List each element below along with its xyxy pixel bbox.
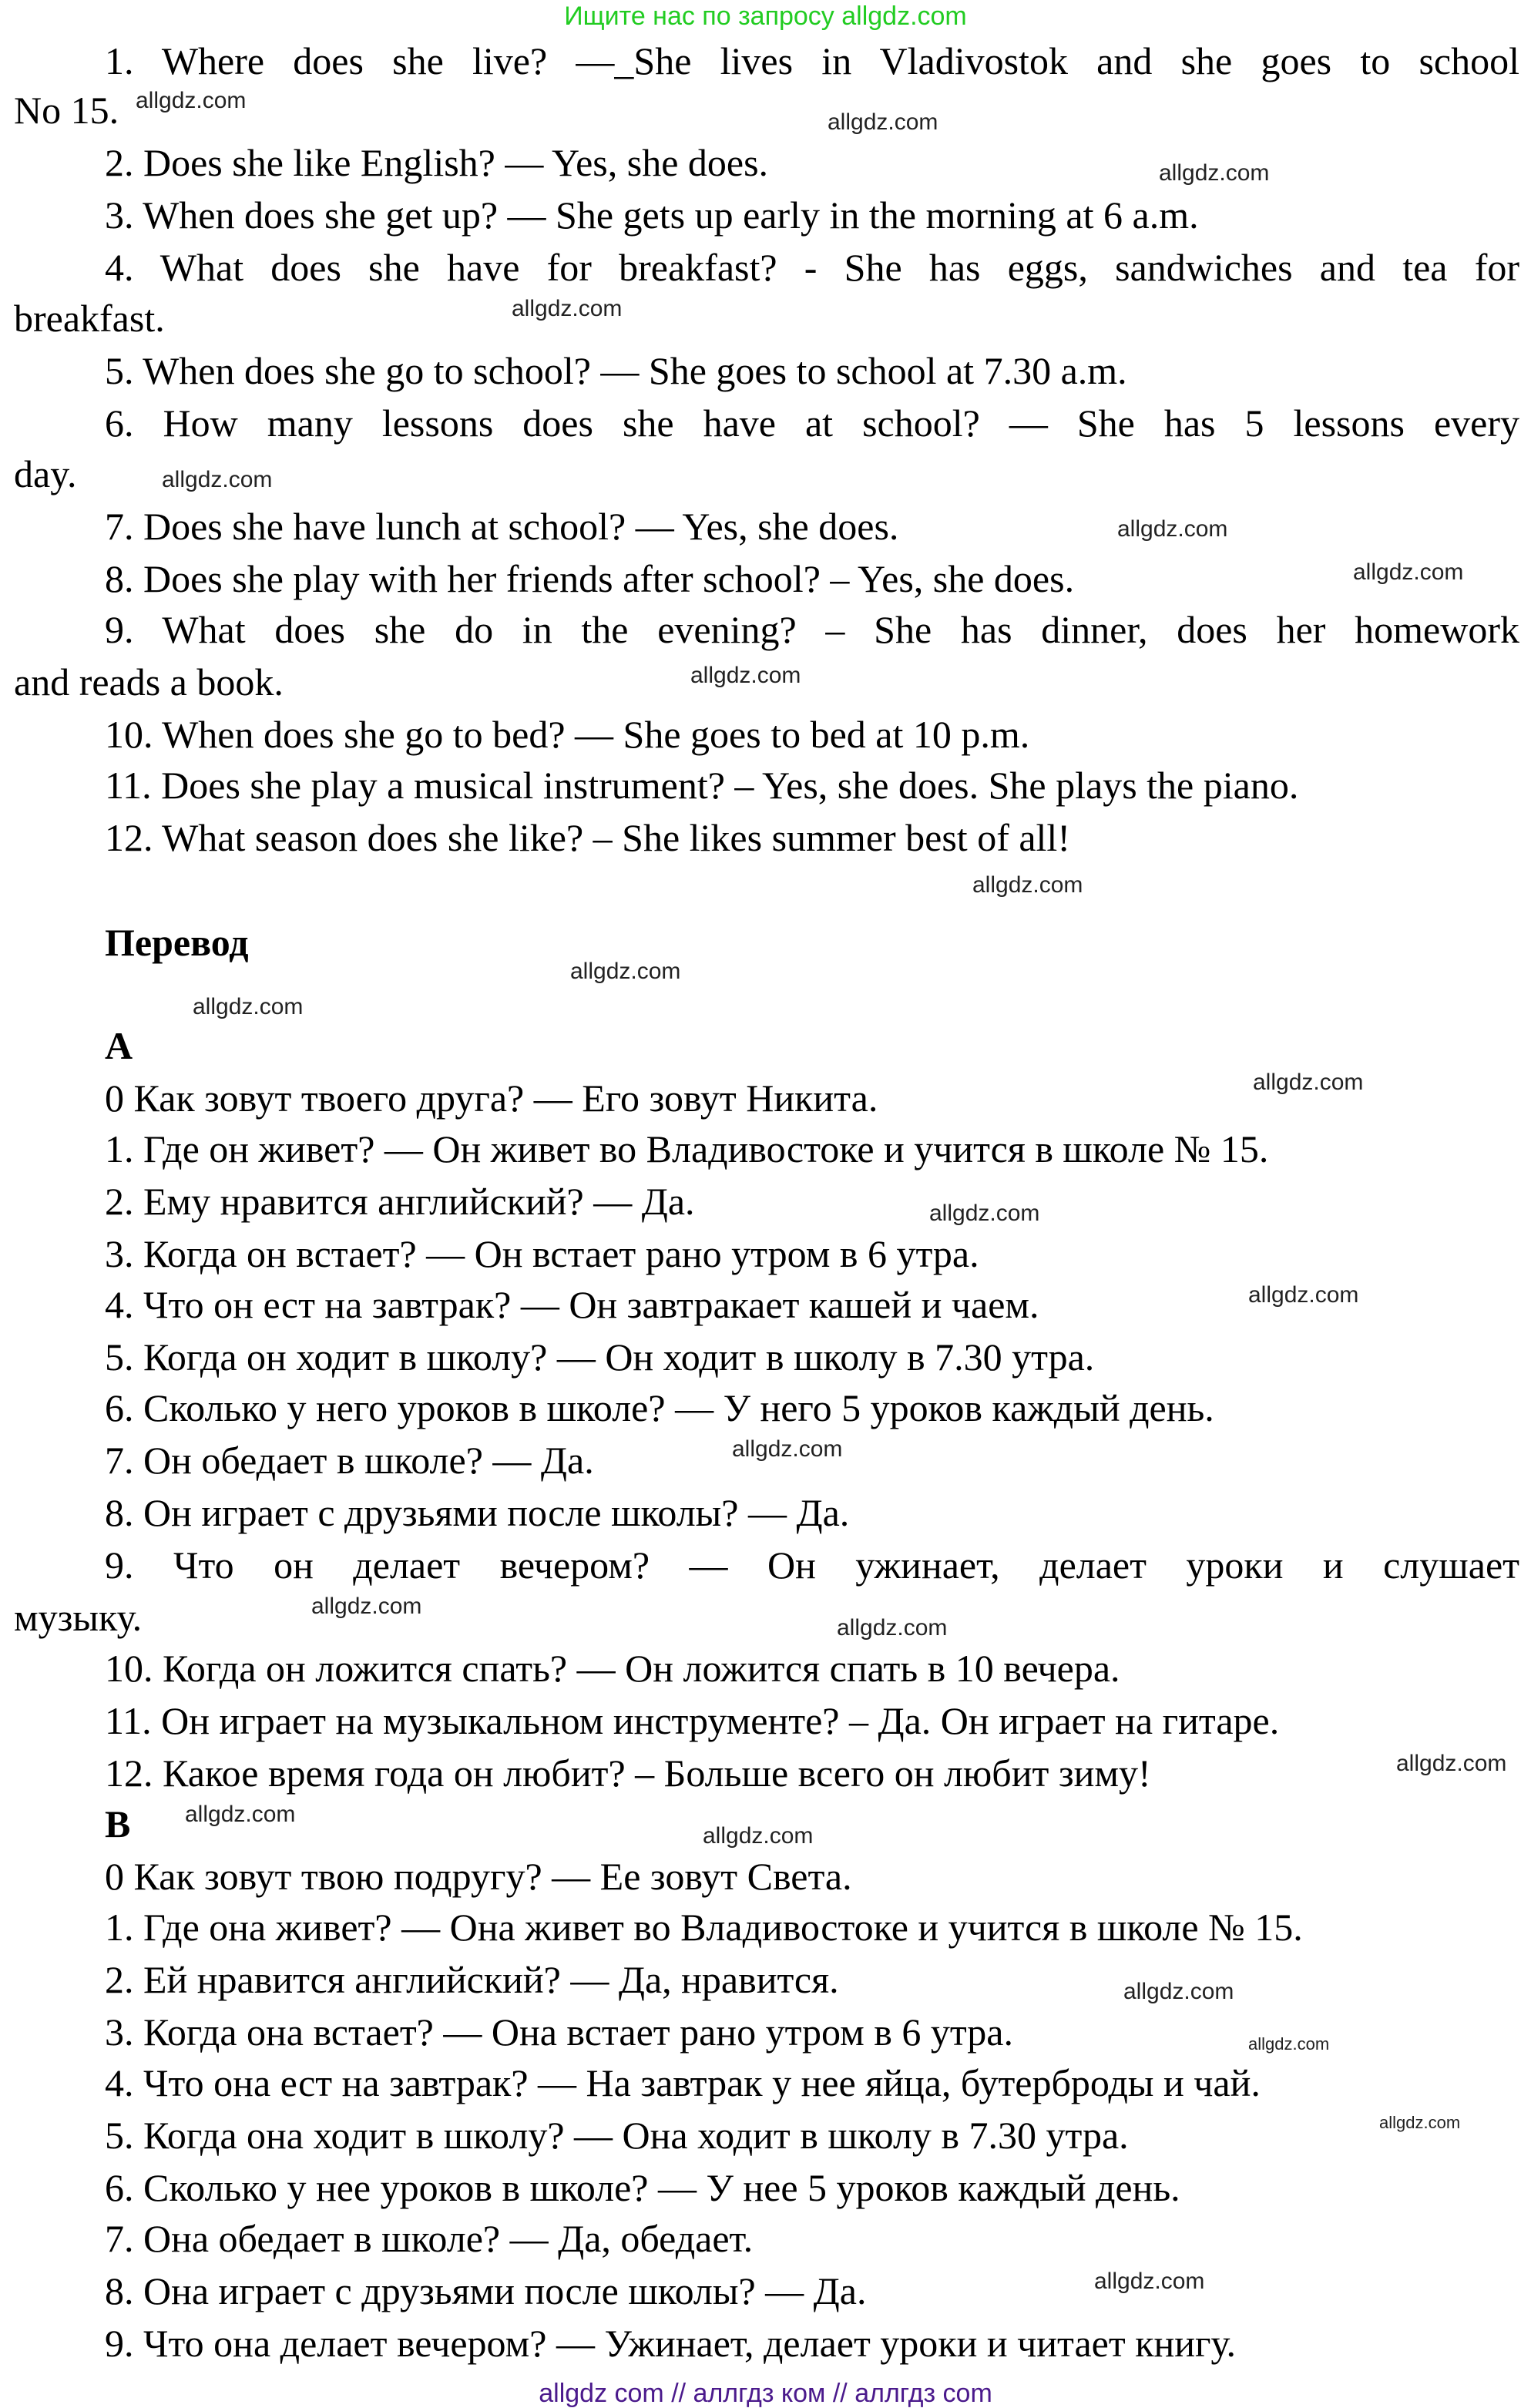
translation-line: 6. Сколько у него уроков в школе? — У него 5 уроков каждый день.: [105, 1386, 1214, 1429]
watermark: allgdz.com: [972, 872, 1083, 898]
watermark: allgdz.com: [703, 1823, 814, 1849]
translation-line: 4. Что она ест на завтрак? — На завтрак у нее яйца, бутерброды и чай.: [105, 2061, 1261, 2104]
watermark: allgdz.com: [1353, 559, 1464, 585]
answer-line: 7. Does she have lunch at school? — Yes, she does.: [105, 505, 899, 548]
translation-line: 1. Где он живет? — Он живет во Владивостоке и учится в школе № 15.: [105, 1127, 1269, 1170]
section-a-label: A: [105, 1024, 133, 1067]
watermark: allgdz.com: [193, 994, 304, 1019]
translation-line: 9. Что она делает вечером? — Ужинает, делает уроки и читает книгу.: [105, 2322, 1237, 2365]
answer-line: 6. How many lessons does she have at school? — She has 5 lessons every: [105, 401, 1519, 445]
translation-line: 0 Как зовут твою подругу? — Ее зовут Света.: [105, 1855, 852, 1898]
answer-line: 10. When does she go to bed? — She goes to bed at 10 p.m.: [105, 713, 1030, 756]
watermark: allgdz.com: [1379, 2113, 1461, 2132]
section-b-label: B: [105, 1802, 131, 1845]
answer-line: 11. Does she play a musical instrument? – Yes, she does. She plays the piano.: [105, 764, 1299, 807]
translation-line: 12. Какое время года он любит? – Больше всего он любит зиму!: [105, 1751, 1151, 1795]
answer-line: No 15.: [14, 89, 119, 132]
watermark: allgdz.com: [512, 296, 623, 321]
answer-line: 4. What does she have for breakfast? - She has eggs, sandwiches and tea for: [105, 246, 1519, 289]
watermark: allgdz.com: [185, 1802, 296, 1827]
translation-line: 2. Ей нравится английский? — Да, нравится.: [105, 1958, 839, 2001]
translation-line: 10. Когда он ложится спать? — Он ложится спать в 10 вечера.: [105, 1647, 1120, 1690]
watermark: allgdz.com: [311, 1594, 422, 1619]
watermark: allgdz.com: [929, 1201, 1040, 1226]
answer-line: 2. Does she like English? — Yes, she does.: [105, 141, 769, 184]
watermark: allgdz.com: [1159, 160, 1270, 186]
watermark: allgdz.com: [837, 1615, 948, 1641]
translation-line: 6. Сколько у нее уроков в школе? — У нее 5 уроков каждый день.: [105, 2166, 1180, 2209]
watermark: allgdz.com: [690, 663, 801, 688]
translation-line: 3. Когда она встает? — Она встает рано утром в 6 утра.: [105, 2010, 1013, 2054]
translation-line: 5. Когда он ходит в школу? — Он ходит в школу в 7.30 утра.: [105, 1335, 1095, 1379]
watermark: allgdz.com: [1248, 1282, 1359, 1308]
watermark: allgdz.com: [828, 109, 938, 135]
translation-heading: Перевод: [105, 921, 249, 964]
answer-line: 8. Does she play with her friends after school? – Yes, she does.: [105, 557, 1075, 600]
translation-line: 1. Где она живет? — Она живет во Владивостоке и учится в школе № 15.: [105, 1906, 1303, 1949]
watermark: allgdz.com: [1123, 1979, 1234, 2004]
translation-line: 5. Когда она ходит в школу? — Она ходит в школу в 7.30 утра.: [105, 2114, 1129, 2157]
watermark: allgdz.com: [136, 88, 247, 113]
watermark: allgdz.com: [570, 959, 681, 984]
search-banner[interactable]: Ищите нас по запросу allgdz.com: [564, 2, 967, 31]
answer-line: 3. When does she get up? — She gets up early in the morning at 6 a.m.: [105, 193, 1199, 237]
answer-line: 9. What does she do in the evening? – She has dinner, does her homework: [105, 608, 1519, 651]
answer-line: breakfast.: [14, 297, 165, 340]
answer-line: day.: [14, 452, 77, 495]
watermark: allgdz.com: [162, 467, 273, 492]
translation-line: 7. Он обедает в школе? — Да.: [105, 1439, 594, 1482]
translation-line: 3. Когда он встает? — Он встает рано утром в 6 утра.: [105, 1232, 979, 1275]
translation-line: 7. Она обедает в школе? — Да, обедает.: [105, 2217, 754, 2260]
translation-line: 2. Ему нравится английский? — Да.: [105, 1180, 695, 1223]
translation-line: 0 Как зовут твоего друга? — Его зовут Никита.: [105, 1076, 878, 1120]
translation-line: 4. Что он ест на завтрак? — Он завтракает кашей и чаем.: [105, 1283, 1039, 1326]
translation-line: 8. Она играет с друзьями после школы? — Да.: [105, 2269, 867, 2312]
watermark: allgdz.com: [1253, 1070, 1364, 1095]
footer-links[interactable]: allgdz com // аллгдз ком // аллгдз com: [539, 2379, 992, 2408]
translation-line: 8. Он играет с друзьями после школы? — Да.: [105, 1491, 850, 1534]
translation-line: 11. Он играет на музыкальном инструменте? – Да. Он играет на гитаре.: [105, 1699, 1280, 1742]
watermark: allgdz.com: [1094, 2269, 1205, 2294]
watermark: allgdz.com: [1248, 2034, 1330, 2054]
answer-line: 5. When does she go to school? — She goes to school at 7.30 a.m.: [105, 349, 1127, 392]
watermark: allgdz.com: [1396, 1751, 1507, 1776]
watermark: allgdz.com: [732, 1436, 843, 1462]
translation-line: музыку.: [14, 1596, 143, 1639]
answer-line: 12. What season does she like? – She likes summer best of all!: [105, 816, 1070, 859]
watermark: allgdz.com: [1117, 516, 1228, 542]
answer-line: and reads a book.: [14, 660, 284, 704]
translation-line: 9. Что он делает вечером? — Он ужинает, делает уроки и слушает: [105, 1543, 1519, 1587]
answer-line: 1. Where does she live? —_She lives in Vladivostok and she goes to school: [105, 39, 1519, 82]
